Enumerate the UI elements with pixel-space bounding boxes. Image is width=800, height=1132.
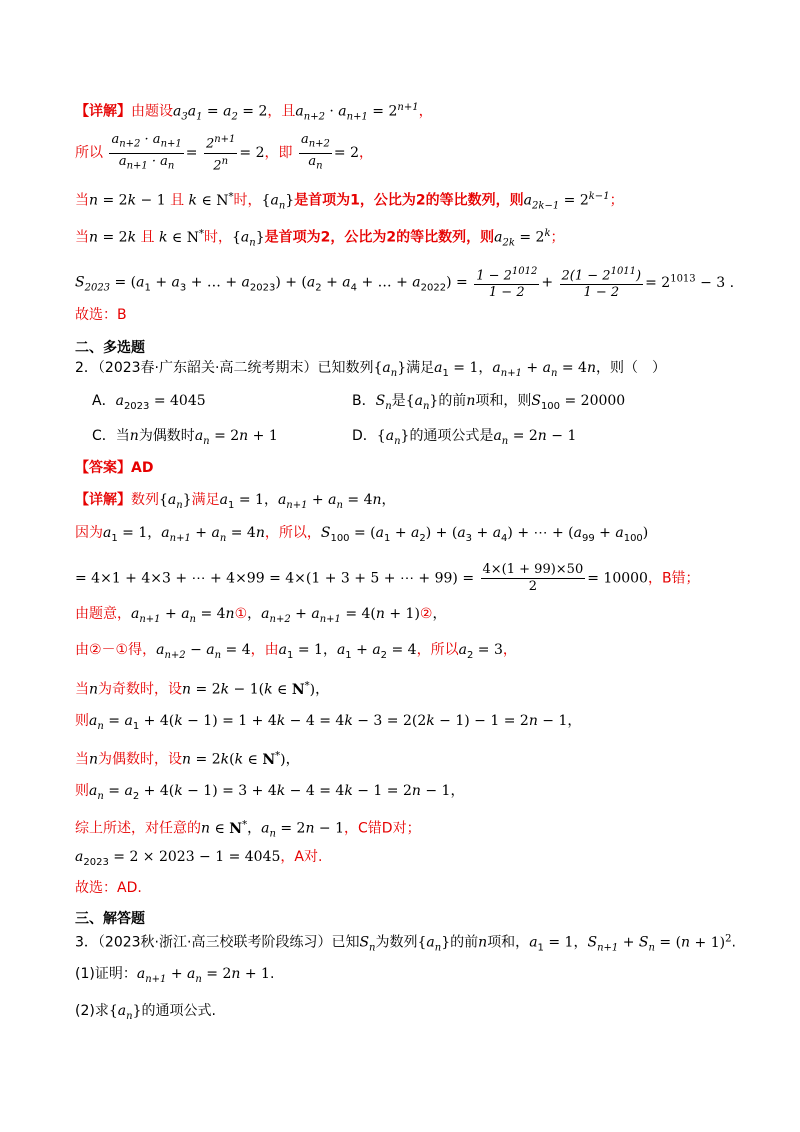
q2-detail-11: $a_{2023} = 2 \times 2023 - 1 = 4045$，A对.: [75, 849, 323, 868]
option-a[interactable]: A．$a_{2023} = 4045$: [92, 393, 206, 412]
detail-line-4: 当n = 2k 且 k ∈ N*时，$\{a_n\}$是首项为2，公比为2的等比数列，则$a_{2k} = 2^k$；: [75, 228, 565, 249]
choose-b: 故选：B: [75, 307, 127, 323]
q2-answer: 【答案】AD: [75, 460, 154, 476]
q2-detail-1: 【详解】数列$\{a_n\}$满足$a_1 = 1$，$a_{n+1} + a_n = 4n$，: [75, 492, 396, 511]
section-3-heading: 三、解答题: [75, 911, 145, 927]
option-b[interactable]: B．$S_n$是$\{a_n\}$的前n项和，则$S_{100} = 20000$: [352, 393, 626, 412]
q3-part-1: (1)证明：$a_{n+1} + a_n = 2n + 1$.: [75, 966, 275, 985]
q3-part-2: (2)求$\{a_n\}$的通项公式.: [75, 1003, 216, 1022]
q2-detail-2: 因为$a_1 = 1$，$a_{n+1} + a_n = 4n$，所以，$S_{100} = (a_1 + a_2) + (a_3 + a_4)$ + ⋯ + $(a_{99} + a_{100})$: [75, 525, 649, 544]
detail-line-5: $S_{2023} = (a_1 + a_3$ + … + $a_{2023}) + (a_2 + a_4$ + … + $a_{2022}$) = $\frac{1 - 2^{1012}}{1 - 2}$ + $\frac{2(1 - 2^{1011})}{1 - 2}$ = $2^{1013} - 3$ .: [75, 266, 735, 301]
section-2-heading: 二、多选题: [75, 340, 145, 356]
q2-detail-8: 当n为偶数时，设n = 2k(k ∈ N*)，: [75, 750, 300, 768]
detail-line-2: 所以 $\frac{a_{n+2} \cdot a_{n+1}}{a_{n+1} \cdot a_n}$ = $\frac{2^{n+1}}{2^n}$ = 2，即 $\frac{a_{n+2}}{a_n}$ = 2，: [75, 132, 373, 173]
detail-line-3: 当n = 2k − 1 且 k ∈ N*时，$\{a_n\}$是首项为1，公比为2的等比数列，则$a_{2k-1} = 2^{k-1}$；: [75, 191, 624, 212]
q2-detail-7: 则$a_n = a_1 + 4(k - 1) = 1 + 4k - 4 = 4k - 3 = 2(2k - 1) - 1 = 2n - 1$，: [75, 713, 582, 732]
q2-detail-9: 则$a_n = a_2 + 4(k - 1) = 3 + 4k - 4 = 4k - 1 = 2n - 1$，: [75, 783, 465, 802]
detail-label: 【详解】: [75, 103, 131, 120]
q2-detail-6: 当n为奇数时，设n = 2k − 1(k ∈ N*)，: [75, 680, 330, 698]
q2-detail-3: = 4×1 + 4×3 + ⋯ + 4×99 = 4×(1 + 3 + 5 + ⋯ + 99) = $\frac{4\times(1 + 99)\times 50}{2}$ = 10000，B错；: [75, 562, 700, 594]
detail-line-1: 【详解】由题设$a_3a_1 = a_2 = 2$，且$a_{n+2} \cdot a_{n+1} = 2^{n+1}$，: [75, 102, 433, 123]
option-d[interactable]: D．$\{a_n\}$的通项公式是$a_n = 2n - 1$: [352, 428, 577, 447]
option-c[interactable]: C．当n为偶数时$a_n = 2n + 1$: [92, 428, 278, 447]
choose-ad: 故选：AD.: [75, 880, 142, 896]
q2-detail-4: 由题意，$a_{n+1} + a_n$ = 4n①，$a_{n+2} + a_{n+1} = 4(n$ + 1)②，: [75, 606, 447, 625]
q2-stem: 2．（2023春·广东韶关·高二统考期末）已知数列$\{a_n\}$满足$a_1 = 1$，$a_{n+1} + a_n = 4n$，则（ ）: [75, 360, 666, 379]
q2-detail-5: 由②－①得，$a_{n+2} - a_n = 4$，由$a_1 = 1$，$a_1 + a_2 = 4$，所以$a_2 = 3$，: [75, 642, 517, 661]
q2-detail-10: 综上所述，对任意的n ∈ N*，$a_n = 2n - 1$，C错D对；: [75, 819, 421, 840]
q3-stem: 3．（2023秋·浙江·高三校联考阶段练习）已知$S_n$为数列$\{a_n\}$的前n项和，$a_1 = 1$，$S_{n+1} + S_n = (n + 1)^2$.: [75, 933, 736, 954]
